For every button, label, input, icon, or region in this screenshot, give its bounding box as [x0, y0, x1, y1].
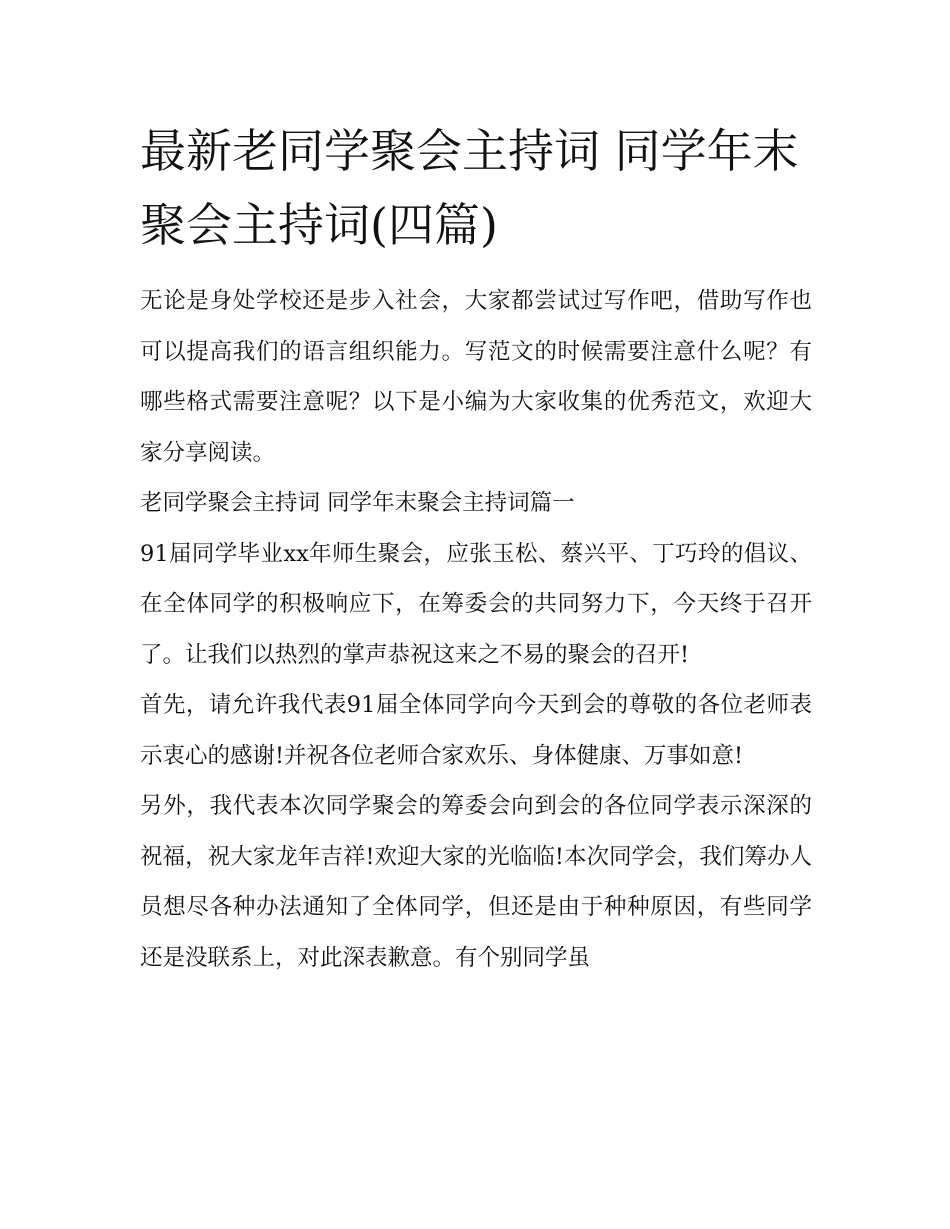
- document-title: 最新老同学聚会主持词 同学年末聚会主持词(四篇): [140, 124, 799, 252]
- document-body: [140, 276, 812, 983]
- section-heading: 老同学聚会主持词 同学年末聚会主持词篇一: [140, 490, 575, 516]
- body-paragraph: 首先，请允许我代表91届全体同学向今天到会的尊敬的各位老师表示衷心的感谢!并祝各位老师合家欢乐、身体健康、万事如意!: [140, 692, 812, 769]
- document-content: [140, 114, 812, 983]
- intro-paragraph: 无论是身处学校还是步入社会，大家都尝试过写作吧，借助写作也可以提高我们的语言组织能力。写范文的时候需要注意什么呢？有哪些格式需要注意呢？以下是小编为大家收集的优秀范文，欢迎大家分享阅读。: [140, 288, 812, 466]
- body-paragraph: 91届同学毕业xx年师生聚会，应张玉松、蔡兴平、丁巧玲的倡议、在全体同学的积极响应下，在筹委会的共同努力下，今天终于召开了。让我们以热烈的掌声恭祝这来之不易的聚会的召开!: [140, 540, 812, 668]
- body-paragraph: 另外，我代表本次同学聚会的筹委会向到会的各位同学表示深深的祝福，祝大家龙年吉祥!欢迎大家的光临临!本次同学会，我们筹办人员想尽各种办法通知了全体同学，但还是由于种种原因，有些同学还是没联系上，对此深表歉意。有个别同学虽: [140, 793, 812, 971]
